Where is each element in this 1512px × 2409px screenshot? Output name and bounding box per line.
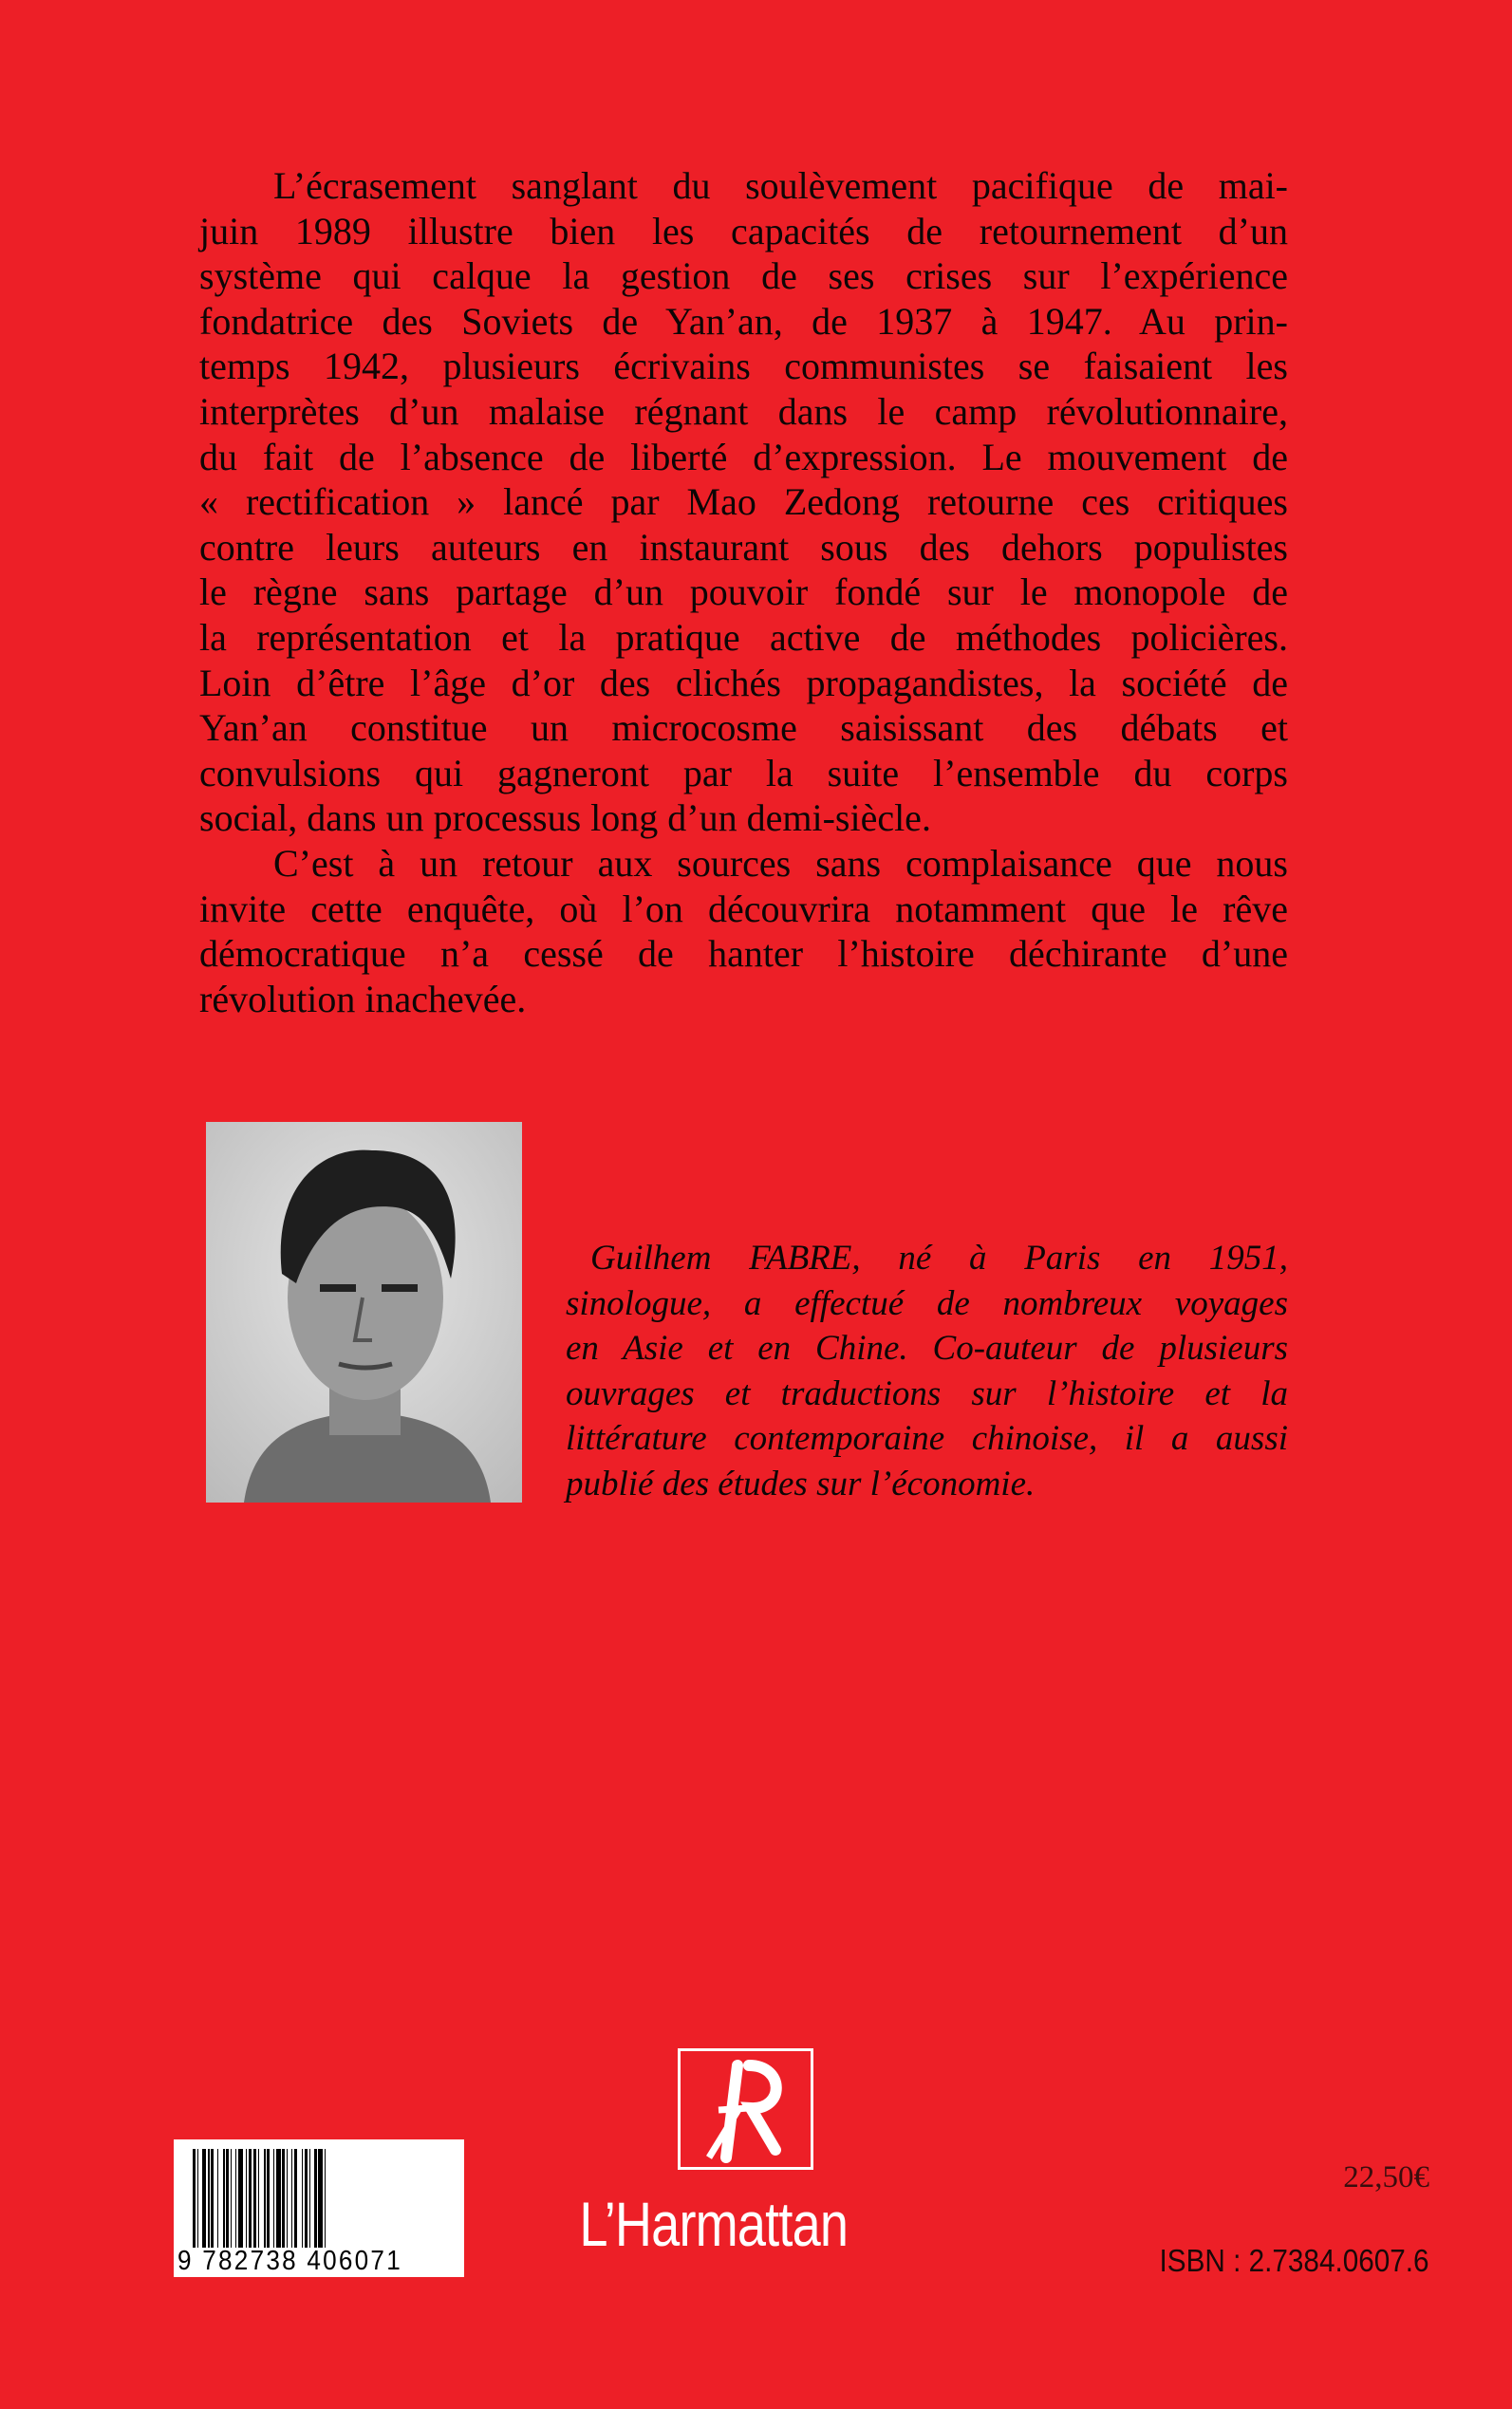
blurb-line: Yan’an constitue un microcosme saisissant des débats et [199, 706, 1288, 750]
harmattan-logo-icon [678, 2048, 813, 2170]
barcode-bars [193, 2149, 449, 2248]
author-portrait-icon [206, 1122, 522, 1503]
blurb-line: L’écrasement sanglant du soulèvement pacifique de mai- [273, 164, 1288, 207]
blurb-paragraph-2 [199, 841, 1288, 1021]
blurb-line: « rectification » lancé par Mao Zedong retourne ces critiques [199, 480, 1288, 524]
blurb-line: C’est à un retour aux sources sans complaisance que nous [273, 841, 1288, 885]
blurb-line: temps 1942, plusieurs écrivains communistes se faisaient les [199, 345, 1288, 388]
barcode-stripe [326, 2149, 328, 2248]
blurb-line: interprètes d’un malaise régnant dans le camp révolutionnaire, [199, 389, 1288, 433]
bio-line: publié des études sur l’économie. [566, 1464, 1036, 1503]
blurb-line: démocratique n’a cessé de hanter l’histoire déchirante d’une [199, 932, 1288, 976]
bio-line: sinologue, a effectué de nombreux voyages [566, 1283, 1288, 1323]
author-bio [566, 1236, 1288, 1507]
harmattan-monogram-icon [681, 2051, 811, 2167]
blurb-line: révolution inachevée. [199, 977, 527, 1020]
blurb-line: juin 1989 illustre bien les capacités de retournement d’un [199, 209, 1288, 252]
barcode [174, 2139, 464, 2277]
barcode-digits: 9 782738 406071 [177, 2246, 402, 2276]
isbn: ISBN : 2.7384.0607.6 [1159, 2243, 1429, 2278]
blurb-line: du fait de l’absence de liberté d’expression. Le mouvement de [199, 435, 1288, 478]
blurb-line: Loin d’être l’âge d’or des clichés propagandistes, la société de [199, 661, 1288, 704]
blurb-line: la représentation et la pratique active de méthodes policières. [199, 615, 1288, 659]
price: 22,50€ [1343, 2160, 1429, 2194]
blurb-line: social, dans un processus long d’un demi-siècle. [199, 796, 931, 840]
bio-line: ouvrages et traductions sur l’histoire et la [566, 1373, 1288, 1413]
publisher-name: L’Harmattan [579, 2189, 849, 2259]
back-cover-blurb [199, 163, 1288, 1021]
blurb-line: invite cette enquête, où l’on découvrira notamment que le rêve [199, 887, 1288, 930]
bio-line: Guilhem FABRE, né à Paris en 1951, [590, 1239, 1288, 1278]
blurb-line: fondatrice des Soviets de Yan’an, de 1937 à 1947. Au prin- [199, 299, 1288, 343]
blurb-paragraph-1 [199, 163, 1288, 841]
bio-line: en Asie et en Chine. Co-auteur de plusieurs [566, 1329, 1288, 1369]
blurb-line: contre leurs auteurs en instaurant sous des dehors populistes [199, 525, 1288, 569]
blurb-line: système qui calque la gestion de ses crises sur l’expérience [199, 254, 1288, 298]
blurb-line: le règne sans partage d’un pouvoir fondé sur le monopole de [199, 570, 1288, 614]
blurb-line: convulsions qui gagneront par la suite l’ensemble du corps [199, 751, 1288, 794]
bio-line: littérature contemporaine chinoise, il a aussi [566, 1419, 1288, 1459]
author-photo [206, 1122, 522, 1503]
